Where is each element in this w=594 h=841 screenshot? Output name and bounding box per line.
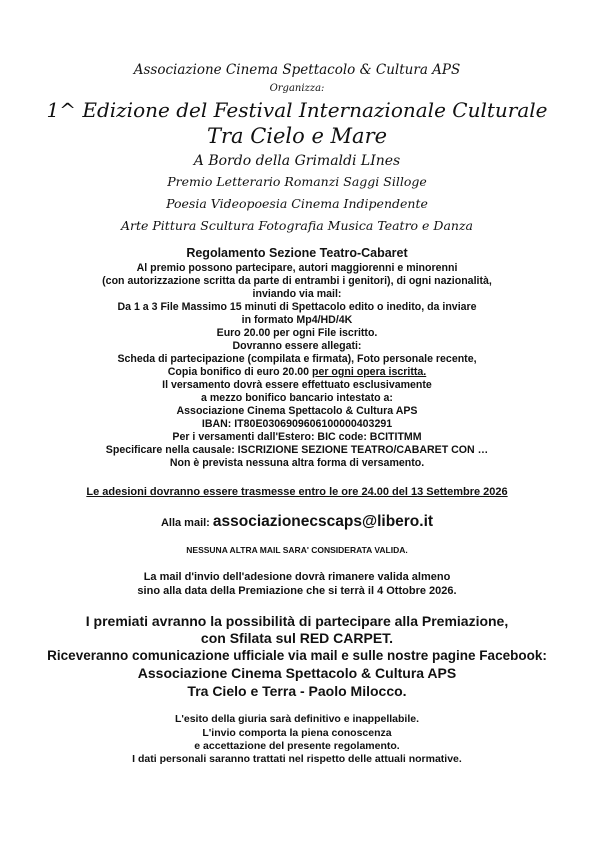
category-line-1: Premio Letterario Romanzi Saggi Silloge [167, 174, 427, 189]
iban-line: IBAN: IT80E0306909606100000403291 [201, 418, 393, 430]
mail-address-link[interactable]: associazionecscaps@libero.it [212, 513, 434, 530]
rules-line: Euro 20.00 per ogni File iscritto. [216, 327, 378, 339]
validity-line-1: La mail d'invio dell'adesione dovrà rimanere valida almeno [143, 571, 451, 583]
closing-line-2: L'invio comporta la piena conoscenza [202, 727, 392, 739]
copy-prefix: Copia bonifico di euro 20.00 [167, 366, 312, 378]
rules-line: Al premio possono partecipare, autori maggiorenni e minorenni [136, 262, 458, 274]
bic-line: Per i versamenti dall'Estero: BIC code: BCITITMM [172, 431, 422, 443]
closing-line-1: L'esito della giuria sarà definitivo e inappellabile. [174, 713, 420, 725]
copy-underlined: per ogni opera iscritta. [312, 366, 427, 378]
category-line-3: Arte Pittura Scultura Fotografia Musica Teatro e Danza [121, 218, 473, 233]
awards-line-4: Associazione Cinema Spettacolo & Cultura APS [137, 665, 457, 681]
awards-line-3: Riceveranno comunicazione ufficiale via mail e sulle nostre pagine Facebook: [47, 648, 547, 663]
ship-name: A Bordo della Grimaldi LInes [193, 153, 401, 169]
rules-line: Dovranno essere allegati: [232, 340, 362, 352]
rules-line: a mezzo bonifico bancario intestato a: [201, 392, 393, 404]
edition-title: 1^ Edizione del Festival Internazionale Culturale [46, 98, 548, 122]
closing-line-4: I dati personali saranno trattati nel rispetto delle attuali normative. [132, 753, 462, 765]
awards-line-2: con Sfilata sul RED CARPET. [200, 630, 394, 646]
rules-line: in formato Mp4/HD/4K [241, 314, 353, 326]
rules-line: Associazione Cinema Spettacolo & Cultura APS [176, 405, 418, 417]
organizza-label: Organizza: [269, 83, 325, 94]
rules-line: Il versamento dovrà essere effettuato esclusivamente [162, 379, 432, 391]
rules-line: inviando via mail: [252, 288, 342, 300]
rules-line: Scheda di partecipazione (compilata e firmata), Foto personale recente, [117, 353, 477, 365]
rules-line: Da 1 a 3 File Massimo 15 minuti di Spettacolo edito o inedito, da inviare [117, 301, 477, 313]
mail-line [0, 513, 594, 531]
causale-line: Specificare nella causale: ISCRIZIONE SEZIONE TEATRO/CABARET CON … [105, 444, 489, 456]
deadline-notice: Le adesioni dovranno essere trasmesse entro le ore 24.00 del 13 Settembre 2026 [86, 486, 508, 498]
category-line-2: Poesia Videopoesia Cinema Indipendente [166, 196, 428, 211]
rules-line: (con autorizzazione scritta da parte di entrambi i genitori), di ogni nazionalità, [102, 275, 492, 287]
no-other-mail-notice: NESSUNA ALTRA MAIL SARA' CONSIDERATA VALIDA. [186, 545, 408, 555]
association-name: Associazione Cinema Spettacolo & Cultura APS [133, 62, 461, 78]
rules-title: Regolamento Sezione Teatro-Cabaret [186, 246, 408, 260]
festival-name: Tra Cielo e Mare [206, 124, 388, 148]
mail-label: Alla mail: [160, 517, 213, 529]
validity-line-2: sino alla data della Premiazione che si terrà il 4 Ottobre 2026. [137, 585, 457, 597]
awards-line-1: I premiati avranno la possibilità di partecipare alla Premiazione, [85, 613, 509, 629]
awards-line-5: Tra Cielo e Terra - Paolo Milocco. [187, 683, 407, 699]
closing-line-3: e accettazione del presente regolamento. [194, 740, 400, 752]
rules-copy-line [0, 366, 594, 379]
rules-line: Non è prevista nessuna altra forma di versamento. [169, 457, 425, 469]
